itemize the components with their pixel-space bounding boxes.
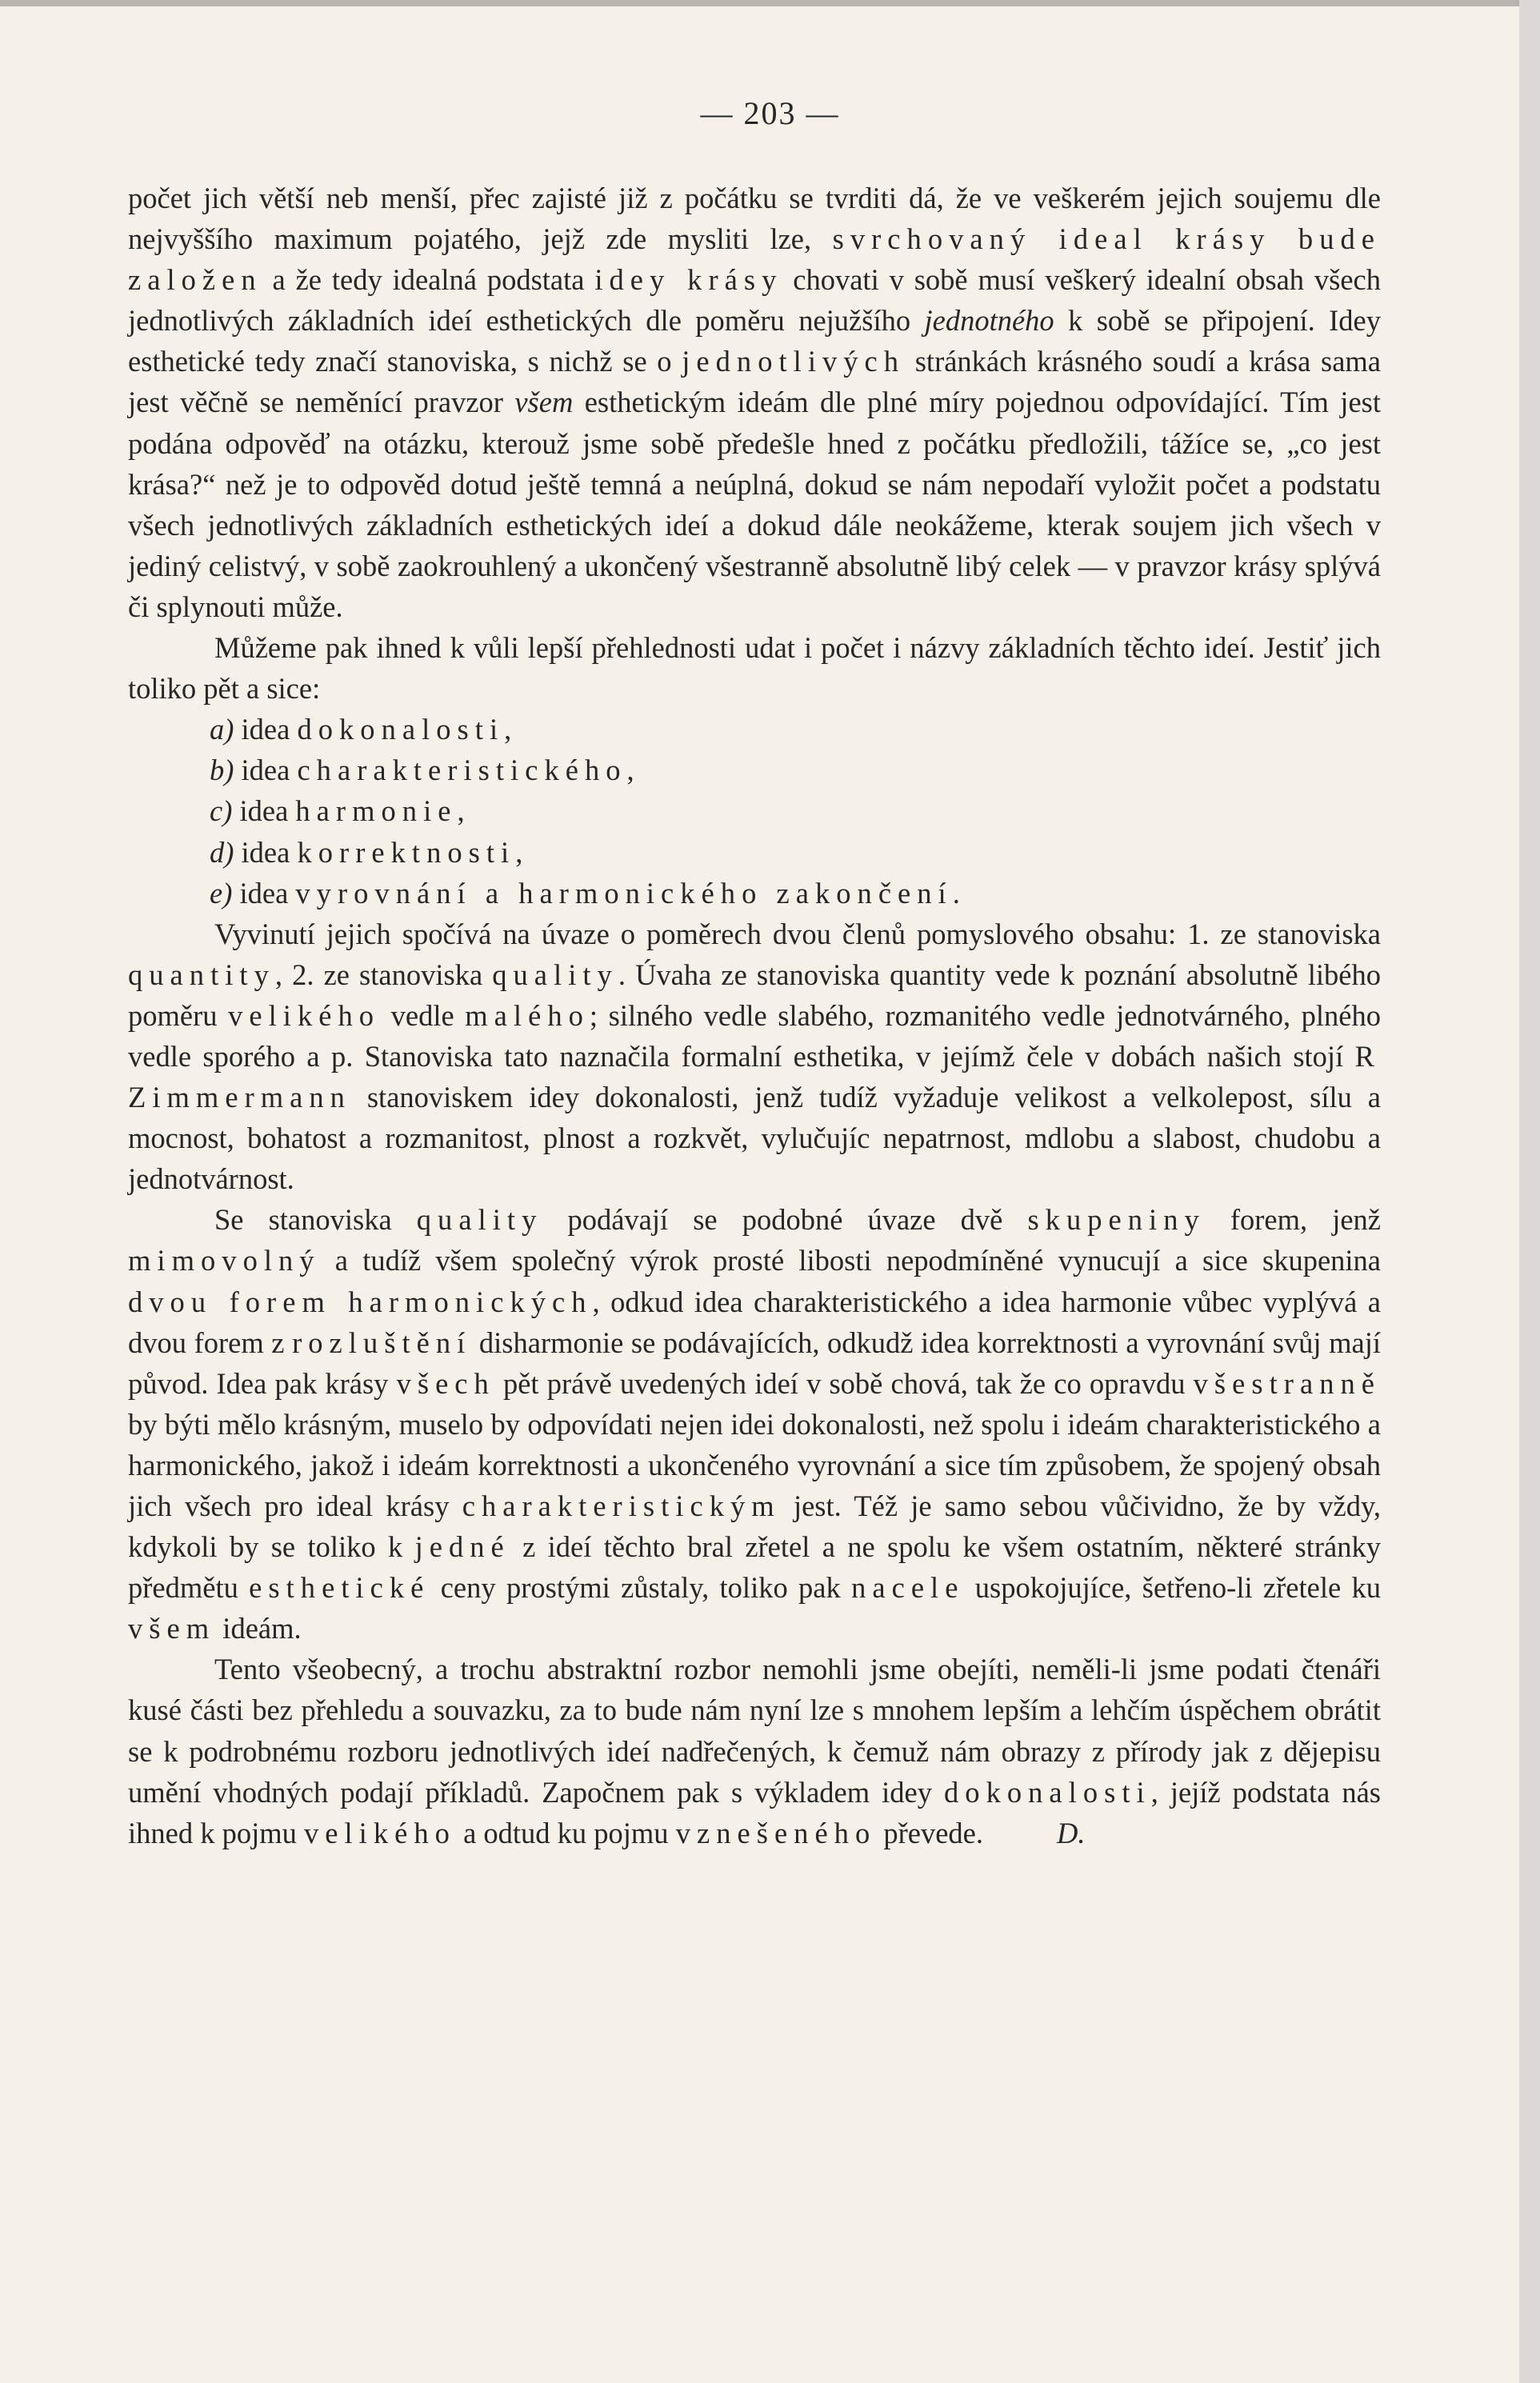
list-prefix: idea: [241, 835, 290, 869]
text-run: by býti mělo krásným, muselo by odpovídati nejen idei dokonalosti, než spolu i ideám charakteristického a harmonického, jakož i ideám korrektnosti a ukončeného vyrovnání a sice tím způsobem, že spojený obsah jich všech pro ideal krásy: [128, 1407, 1381, 1522]
idea-name: vyrovnání a harmonického zakončení: [295, 876, 953, 910]
text-run: Tento všeobecný, a trochu abstraktní rozbor nemohli jsme obejíti, neměli-li jsme podati čtenáři kusé části bez přehledu a souvazku, za to bude nám nyní lze s mnohem lepším a lehčím úspěchem obrátit se k podrobnému rozboru jednotlivých ideí nadřečených, k čemuž nám obrazy z přírody jak z dějepisu umění vhodných podají příkladů. Započnem pak s výkladem idey: [128, 1653, 1381, 1809]
emphasis-text: jednotlivých: [682, 345, 906, 378]
list-marker: a): [210, 713, 234, 746]
emphasis-text: dvou forem harmonických: [128, 1285, 593, 1318]
list-punct: ,: [504, 713, 512, 746]
idea-name: harmonie: [295, 794, 458, 828]
text-run: uspokojujíce, šetřeno-li zřetele ku: [964, 1571, 1381, 1605]
emphasis-text: quality: [416, 1203, 543, 1237]
emphasis-text: vznešeného: [675, 1816, 877, 1849]
idea-list-item: [128, 832, 1381, 873]
paragraph-conclusion: [128, 1649, 1381, 1853]
emphasis-text: charakteristickým: [462, 1489, 781, 1522]
emphasis-text: všech: [396, 1366, 495, 1400]
text-run: ceny prostými zůstaly, toliko pak: [430, 1571, 852, 1605]
text-run: , odkud idea charakteristického a idea harmonie vůbec vyplývá a dvou forem z: [128, 1285, 1381, 1359]
italic-text: jednotného: [924, 304, 1054, 338]
text-run: , jejíž podstata nás ihned k pojmu: [128, 1775, 1381, 1849]
emphasis-text: skupeniny: [1027, 1203, 1206, 1237]
paragraph-ideas-intro: Můžeme pak ihned k vůli lepší přehlednosti udat i počet i názvy základních těchto ideí. Jestiť jich toliko pět a sice:: [128, 631, 1381, 706]
list-punct: ,: [515, 835, 523, 869]
text-run: pět právě uvedených ideí v sobě chová, tak že co opravdu: [494, 1366, 1194, 1400]
idea-name: charakteristického: [297, 754, 627, 787]
text-run: ideám.: [215, 1612, 302, 1645]
text-run: převede.: [876, 1816, 984, 1849]
emphasis-text: quantity: [128, 958, 275, 991]
text-run: z ideí těchto bral zřetel a ne spolu ke všem ostatním, některé stránky předmětu: [128, 1530, 1381, 1605]
list-punct: ,: [457, 794, 465, 828]
text-run: podávají se podobné úvaze dvě: [542, 1203, 1028, 1237]
paragraph-intro: [128, 178, 1381, 627]
emphasis-text: dokonalosti: [944, 1775, 1151, 1809]
emphasis-text: všestranně: [1193, 1366, 1381, 1400]
emphasis-text: všem: [128, 1612, 216, 1645]
idea-name: korrektnosti: [297, 835, 516, 869]
text-run: esthetickým ideám dle plné míry pojednou odpovídající. Tím jest podána odpověď na otázku, kterouž jsme sobě předešle hned z počátku předložili, tážíce se, „co jest krása?“ než je to odpověd dotud ještě temná a neúplná, dokud se nám nepodaří vyložit počet a podstatu všech jednotlivých základních esthetických ideí a dokud dále neokážeme, kterak soujem jich všech v jediný celistvý, v sobě zaokrouhlený a ukončený všestranně absolutně libý celek — v pravzor krásy splývá či splynouti může.: [128, 386, 1381, 623]
list-marker: d): [210, 835, 234, 869]
page-top-edge: [0, 0, 1540, 6]
idea-list-item: [128, 750, 1381, 790]
text-run: ; silného vedle slabého, rozmanitého vedle jednotvárného, plného vedle sporého a p. Stanoviska tato naznačila formalní esthetika, v jejímž čele v dobách našich stojí: [128, 998, 1382, 1073]
text-run: a odtud ku pojmu: [455, 1816, 676, 1849]
text-run: Se stanoviska: [214, 1203, 417, 1237]
idea-list-item: [128, 790, 1381, 831]
list-punct: .: [952, 876, 960, 910]
idea-list-item: [128, 709, 1381, 750]
list-marker: e): [210, 876, 233, 910]
emphasis-text: nacele: [851, 1571, 965, 1605]
body-text: [128, 178, 1381, 1853]
text-run: a tudíž všem společný výrok prosté libosti nepodmíněné vynucují a sice skupenina: [320, 1244, 1381, 1277]
list-marker: b): [210, 754, 234, 787]
page-right-edge: [1519, 0, 1540, 2383]
list-punct: ,: [626, 754, 634, 787]
text-run: počet jich větší neb menší, přec zajisté již z počátku se tvrditi dá, že ve veškerém jejich soujemu dle nejvyššího maximum pojatého, jejž zde mysliti lze,: [128, 182, 1381, 256]
text-run: stanoviskem idey dokonalosti, jenž tudíž vyžaduje velikost a velkolepost, sílu a mocnost, bohatost a rozmanitost, plnost a rozkvět, vylučujíc nepatrnost, mdlobu a slabost, chudobu a jednotvárnost.: [128, 1081, 1381, 1196]
ideas-list: [128, 709, 1381, 913]
text-run: forem, jenž: [1205, 1203, 1381, 1237]
emphasis-text: idey krásy: [594, 263, 783, 297]
idea-list-item: [128, 873, 1381, 914]
text-run: a že tedy idealná podstata: [262, 263, 595, 297]
emphasis-text: jedné: [414, 1530, 510, 1564]
emphasis-text: velikého: [228, 998, 381, 1032]
emphasis-text: esthetické: [249, 1571, 430, 1605]
list-prefix: idea: [239, 794, 289, 828]
list-prefix: idea: [239, 876, 289, 910]
author-signature: D.: [1057, 1816, 1086, 1849]
emphasis-text: R Zimmermann: [128, 1039, 1381, 1114]
paragraph-quantity: [128, 914, 1381, 1200]
emphasis-text: velikého: [304, 1816, 456, 1849]
list-prefix: idea: [241, 713, 290, 746]
emphasis-text: svrchovaný ideal krásy bude založen: [128, 222, 1382, 297]
emphasis-text: malého: [465, 998, 590, 1032]
text-run: stránkách krásného soudí a krása sama jest věčně se neměnící pravzor: [128, 345, 1381, 419]
emphasis-text: quality: [492, 958, 618, 991]
text-run: . Úvaha ze stanoviska quantity vede k poznání absolutně libého poměru: [128, 958, 1381, 1032]
text-run: , 2. ze stanoviska: [274, 958, 493, 991]
list-marker: c): [210, 794, 233, 828]
text-run: k sobě se připojení. Idey esthetické tedy značí stanoviska, s nichž se o: [128, 304, 1381, 378]
text-run: vedle: [380, 998, 466, 1032]
page-number: — 203 —: [700, 95, 840, 131]
text-run: chovati v sobě musí veškerý idealní obsah všech jednotlivých základních ideí esthetických dle poměru nejužšího: [128, 263, 1382, 338]
emphasis-text: mimovolný: [128, 1244, 321, 1277]
text-run: Vyvinutí jejich spočívá na úvaze o poměrech dvou členů pomyslového obsahu: 1. ze stanoviska: [214, 917, 1381, 950]
italic-text: všem: [514, 386, 574, 419]
text-run: jest. Též je samo sebou vůčividno, že by vždy, kdykoli by se toliko k: [128, 1489, 1382, 1564]
text-run: disharmonie se podávajících, odkudž idea korrektnosti a vyrovnání svůj mají původ. Idea pak krásy: [128, 1325, 1382, 1400]
emphasis-text: rozluštění: [292, 1325, 472, 1359]
paragraph-quality: [128, 1199, 1381, 1649]
idea-name: dokonalosti: [297, 713, 505, 746]
list-prefix: idea: [241, 754, 290, 787]
